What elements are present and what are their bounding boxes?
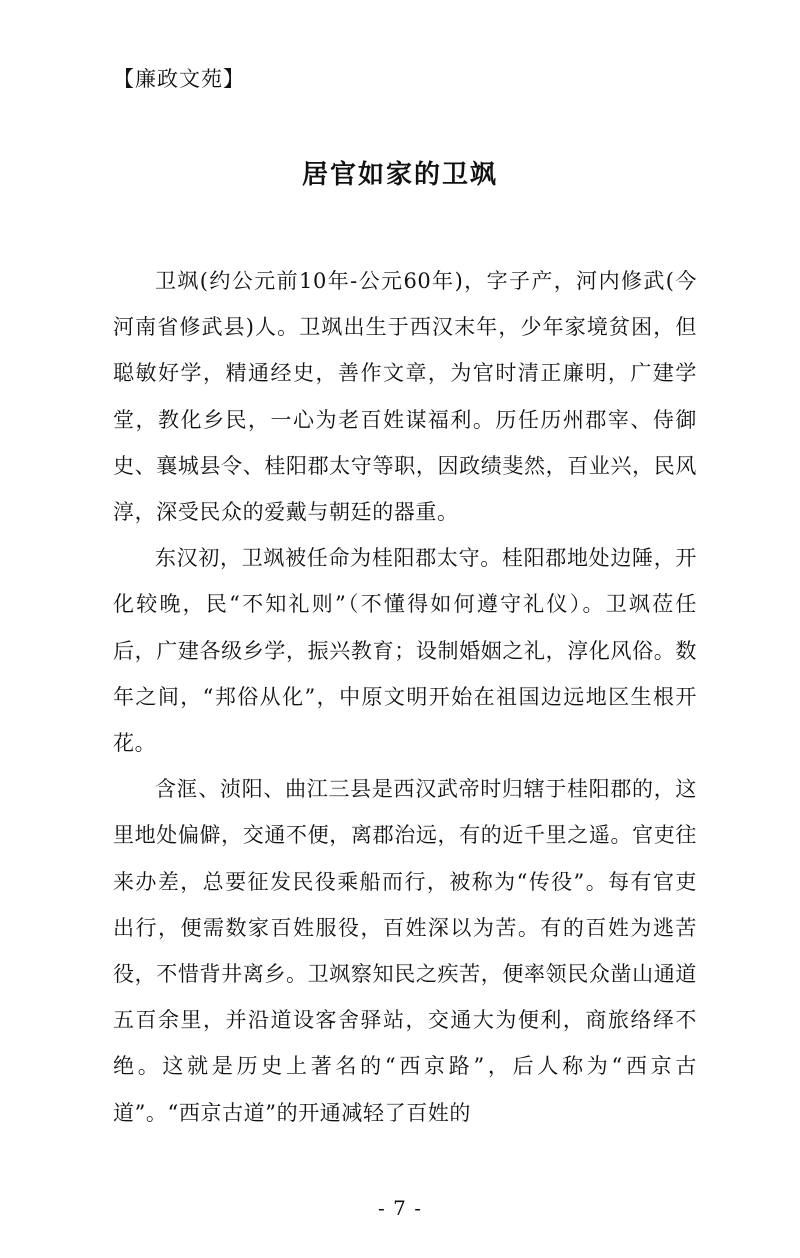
- paragraph-3: 含洭、浈阳、曲江三县是西汉武帝时归辖于桂阳郡的，这里地处偏僻，交通不便，离郡治远，有的近千里之遥。官吏往来办差，总要征发民役乘船而行，被称为“传役”。每有官吏出行，便需数家百姓服役，百姓深以为苦。有的百姓为逃苦役，不惜背井离乡。卫飒察知民之疾苦，便率领民众凿山通道五百余里，并沿道设客舍驿站，交通大为便利，商旅络绎不绝。这就是历史上著名的“西京路”，后人称为“西京古道”。“西京古道”的开通减轻了百姓的: [113, 777, 697, 1125]
- page-title: 居官如家的卫飒: [301, 160, 498, 190]
- paragraph-1: 卫飒(约公元前10年-公元60年)，字子产，河内修武(今河南省修武县)人。卫飒出生于西汉末年，少年家境贫困，但聪敏好学，精通经史，善作文章，为官时清正廉明，广建学堂，教化乡民，一心为老百姓谋福利。历任历州郡宰、侍御史、襄城县令、桂阳郡太守等职，因政绩斐然，百业兴，民风淳，深受民众的爱戴与朝廷的器重。: [113, 269, 697, 525]
- paragraph-2: 东汉初，卫飒被任命为桂阳郡太守。桂阳郡地处边陲，开化较晚，民“不知礼则”（不懂得如何遵守礼仪）。卫飒莅任后，广建各级乡学，振兴教育；设制婚姻之礼，淳化风俗。数年之间，“邦俗从化”，中原文明开始在祖国边远地区生根开花。: [113, 546, 697, 756]
- page-number: - 7 -: [378, 1196, 422, 1220]
- article-body: [113, 258, 697, 1136]
- column-tag: 【廉政文苑】: [113, 67, 245, 91]
